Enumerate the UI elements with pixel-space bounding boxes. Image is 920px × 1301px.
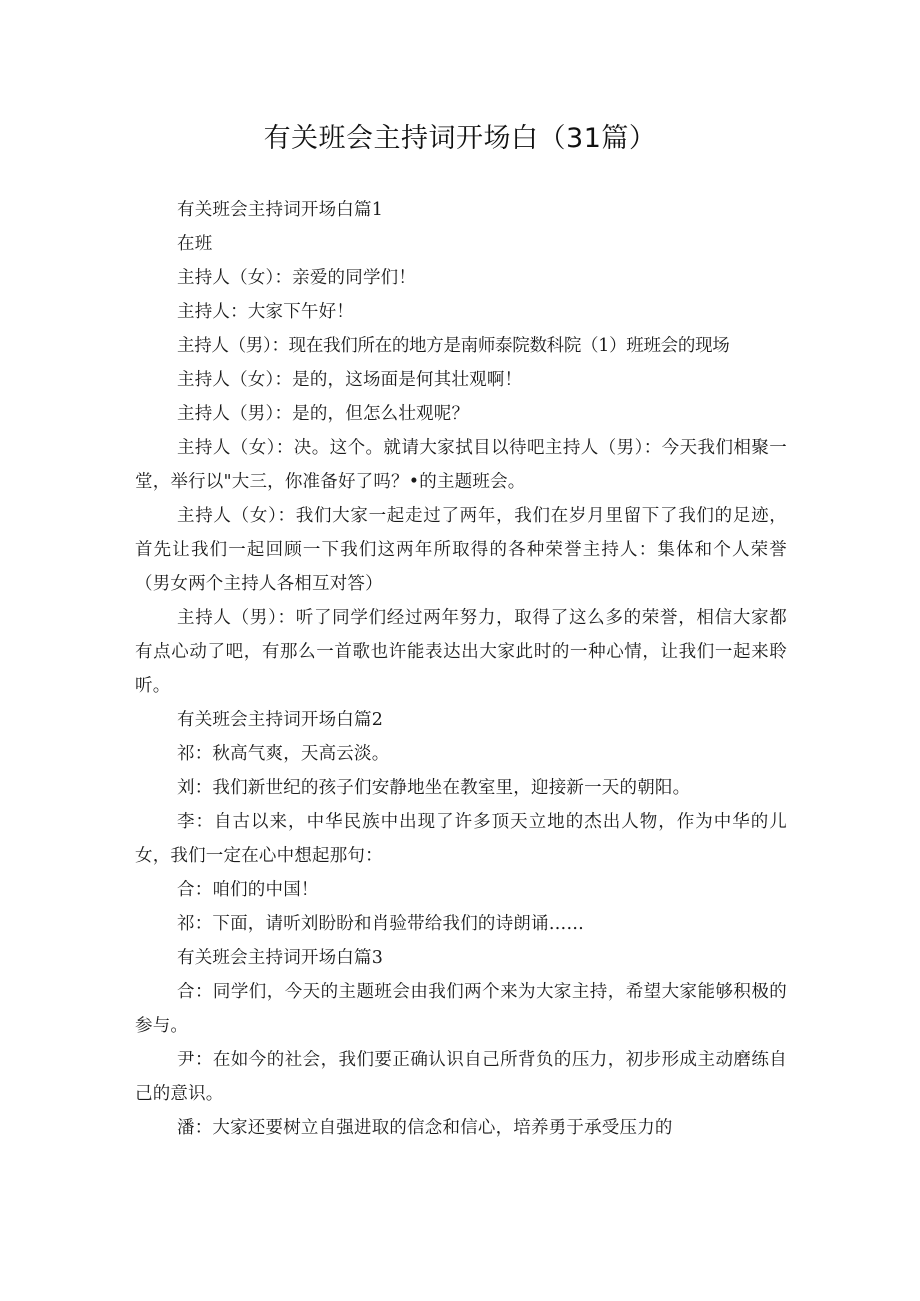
paragraph: 主持人（女）：亲爱的同学们！ bbox=[177, 268, 417, 288]
paragraph: 在班 bbox=[177, 234, 213, 254]
section-heading: 有关班会主持词开场白篇1 bbox=[177, 200, 384, 220]
paragraph: 合：咱们的中国！ bbox=[177, 880, 319, 900]
section-heading: 有关班会主持词开场白篇2 bbox=[177, 710, 384, 730]
paragraph: 主持人：大家下午好！ bbox=[177, 302, 354, 322]
document-title: 有关班会主持词开场白（31篇） bbox=[263, 123, 657, 154]
paragraph: 合：同学们，今天的主题班会由我们两个来为大家主持，希望大家能够积极的参与。 bbox=[135, 982, 787, 1036]
paragraph: 尹：在如今的社会，我们要正确认识自己所背负的压力，初步形成主动磨练自己的意识。 bbox=[135, 1050, 787, 1104]
paragraph: 李：自古以来，中华民族中出现了许多顶天立地的杰出人物，作为中华的儿女，我们一定在心中想起那句： bbox=[135, 812, 787, 866]
paragraph: 刘：我们新世纪的孩子们安静地坐在教室里，迎接新一天的朝阳。 bbox=[177, 778, 691, 798]
paragraph: 主持人（男）：听了同学们经过两年努力，取得了这么多的荣誉，相信大家都有点心动了吧，有那么一首歌也许能表达出大家此时的一种心情，让我们一起来聆听。 bbox=[135, 608, 787, 696]
section-heading: 有关班会主持词开场白篇3 bbox=[177, 948, 384, 968]
paragraph: 潘：大家还要树立自强进取的信念和信心，培养勇于承受压力的 bbox=[177, 1118, 673, 1138]
paragraph: 主持人（女）：我们大家一起走过了两年，我们在岁月里留下了我们的足迹，首先让我们一起回顾一下我们这两年所取得的各种荣誉主持人：集体和个人荣誉（男女两个主持人各相互对答） bbox=[135, 506, 787, 594]
paragraph: 主持人（女）：是的，这场面是何其壮观啊！ bbox=[177, 370, 523, 390]
paragraph: 祁：下面，请听刘盼盼和肖验带给我们的诗朗诵…… bbox=[177, 914, 585, 934]
paragraph: 祁：秋高气爽，天高云淡。 bbox=[177, 744, 390, 764]
document-body bbox=[135, 193, 787, 1145]
paragraph: 主持人（女）：决。这个。就请大家拭目以待吧主持人（男）：今天我们相聚一堂，举行以"大三，你准备好了吗？•的主题班会。 bbox=[135, 438, 787, 492]
paragraph: 主持人（男）：现在我们所在的地方是南师泰院数科院（1）班班会的现场 bbox=[177, 336, 730, 356]
paragraph: 主持人（男）：是的，但怎么壮观呢？ bbox=[177, 404, 470, 424]
